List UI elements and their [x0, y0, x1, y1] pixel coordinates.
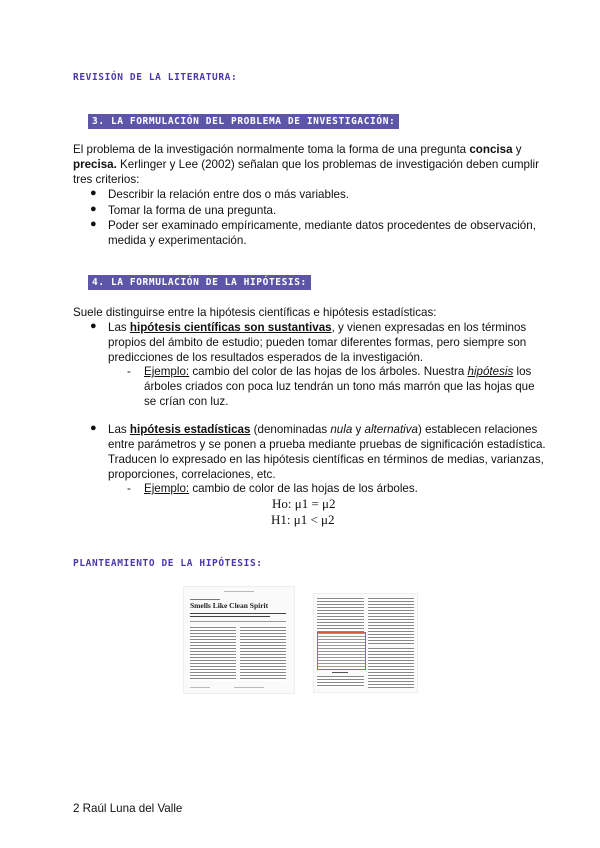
article-page-thumbnail-left: [183, 586, 295, 694]
dash-icon: -: [127, 365, 131, 378]
criterio-2: Tomar la forma de una pregunta.: [108, 204, 277, 217]
bullet-icon: ●: [90, 218, 97, 230]
bullet-icon: ●: [90, 422, 97, 434]
bullet-icon: ●: [90, 203, 97, 215]
article-title: Smells Like Clean Spirit: [190, 601, 269, 610]
page-footer: 2 Raúl Luna del Valle: [73, 802, 183, 815]
hipotesis-alternativa-formula: H1: μ1 < μ2: [271, 512, 335, 527]
dash-icon: -: [127, 482, 131, 495]
criterio-3-cont: medida y experimentación.: [108, 234, 247, 247]
heading-formulacion-problema: 3. LA FORMULACIÓN DEL PROBLEMA DE INVESTIGACIÓN:: [88, 114, 399, 129]
highlighted-box: [317, 632, 366, 670]
heading-revision: REVISIÓN DE LA LITERATURA:: [73, 72, 238, 83]
ejemplo-2: Ejemplo: cambio de color de las hojas de los árboles.: [144, 482, 418, 495]
hipotesis-estadisticas: Las hipótesis estadísticas (denominadas nula y alternativa) establecen relaciones entre parámetros y se ponen a prueba mediante pruebas de significación estadística. Traducen lo expresado en las hipótesis científicas en términos de medias, varianzas, proporciones, correlaciones, etc.: [108, 423, 546, 481]
problema-paragraph: El problema de la investigación normalmente toma la forma de una pregunta concisa y precisa. Kerlinger y Lee (2002) señalan que los problemas de investigación deben cumplir tres criterios:: [73, 143, 539, 186]
heading-planteamiento: PLANTEAMIENTO DE LA HIPÓTESIS:: [73, 558, 263, 569]
hipotesis-intro: Suele distinguirse entre la hipótesis científicas e hipótesis estadísticas:: [73, 306, 437, 319]
bullet-icon: ●: [90, 320, 97, 332]
hipotesis-cientificas: Las hipótesis científicas son sustantivas, y vienen expresadas en los términos propios del ámbito de estudio; pueden tomar diferentes formas, pero siempre son predicciones de los resultados esperados de la investigación.: [108, 321, 527, 364]
heading-formulacion-hipotesis: 4. LA FORMULACIÓN DE LA HIPÓTESIS:: [88, 275, 311, 290]
article-page-thumbnail-right: [313, 593, 418, 693]
criterio-1: Describir la relación entre dos o más variables.: [108, 188, 349, 201]
criterio-3: Poder ser examinado empíricamente, mediante datos procedentes de observación,: [108, 219, 536, 232]
hipotesis-nula-formula: Ho: μ1 = μ2: [272, 496, 336, 511]
bullet-icon: ●: [90, 187, 97, 199]
ejemplo-1: Ejemplo: cambio del color de las hojas de los árboles. Nuestra hipótesis los árboles criados con poca luz tendrán un tono más marrón que las hojas que se crían con luz.: [144, 365, 535, 408]
